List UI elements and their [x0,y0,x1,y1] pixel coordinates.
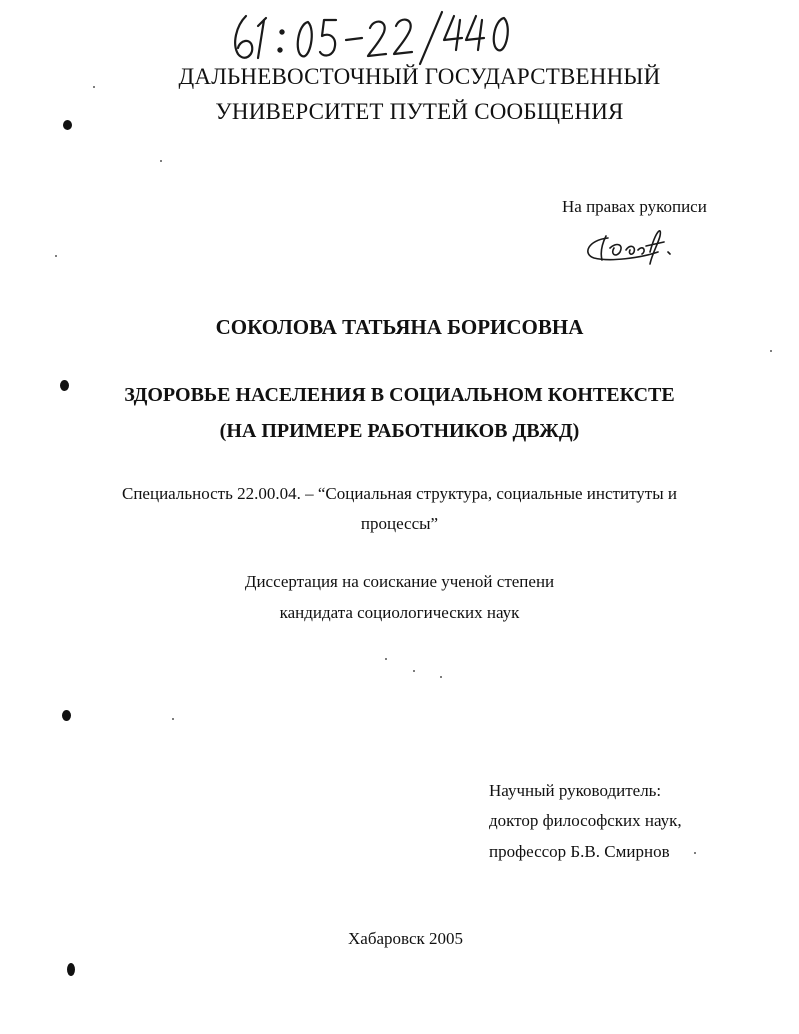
handwritten-archive-code [228,6,518,66]
organization-name-line-1: ДАЛЬНЕВОСТОЧНЫЙ ГОСУДАРСТВЕННЫЙ [178,64,661,89]
scan-speck [770,350,772,352]
scan-speck [413,670,415,672]
dissertation-title-line-2: (НА ПРИМЕРЕ РАБОТНИКОВ ДВЖД) [219,420,580,442]
supervisor-label: Научный руководитель: [489,781,662,800]
specialty-line-2: процессы” [360,514,439,533]
binding-hole-mark [62,710,71,721]
organization-name-line-2: УНИВЕРСИТЕТ ПУТЕЙ СООБЩЕНИЯ [215,99,624,124]
city-year: Хабаровск 2005 [348,929,463,948]
supervisor-degree: доктор философских наук, [489,811,682,830]
author-name: СОКОЛОВА ТАТЬЯНА БОРИСОВНА [215,315,584,339]
scan-speck [385,658,387,660]
specialty-line-1: Специальность 22.00.04. – “Социальная структура, социальные институты и [122,484,677,503]
scan-speck [440,676,442,678]
manuscript-rights-notice: На правах рукописи [562,197,707,216]
handwritten-signature [580,224,690,270]
scan-speck [160,160,162,162]
scan-speck [55,255,57,257]
binding-hole-mark [63,120,72,130]
scan-speck [172,718,174,720]
degree-statement-line-2: кандидата социологических наук [279,603,520,622]
binding-hole-mark [67,963,75,976]
dissertation-title-line-1: ЗДОРОВЬЕ НАСЕЛЕНИЯ В СОЦИАЛЬНОМ КОНТЕКСТЕ [124,384,675,406]
supervisor-name: профессор Б.В. Смирнов [489,842,670,861]
binding-hole-mark [60,380,69,391]
scan-speck [93,86,95,88]
scan-speck [694,852,696,854]
degree-statement-line-1: Диссертация на соискание ученой степени [244,572,555,591]
